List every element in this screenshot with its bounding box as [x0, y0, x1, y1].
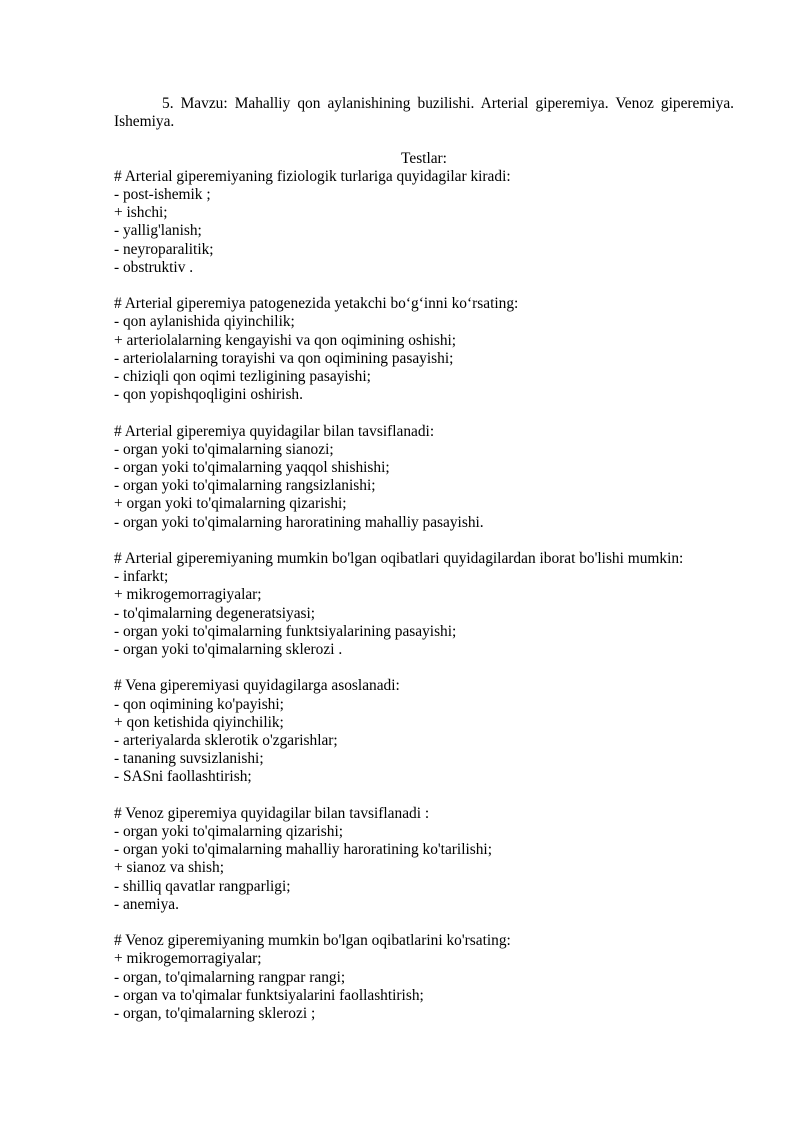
test-question — [114, 423, 734, 532]
document-content — [114, 95, 734, 1023]
section-title: Testlar: — [401, 149, 447, 167]
answer-option: - organ yoki to'qimalarning haroratining mahalliy pasayishi. — [114, 513, 484, 531]
test-question — [114, 295, 734, 404]
test-question — [114, 932, 734, 1023]
answer-option: - organ yoki to'qimalarning mahalliy haroratining ko'tarilishi; — [114, 841, 492, 859]
answer-option: - organ yoki to'qimalarning funktsiyalarining pasayishi; — [114, 622, 457, 640]
test-question — [114, 550, 734, 659]
answer-option-correct: + organ yoki to'qimalarning qizarishi; — [114, 495, 347, 513]
document-heading: 5. Mavzu: Mahalliy qon aylanishining buzilishi. Arterial giperemiya. Venoz giperemiya. Ishemiya. — [114, 95, 734, 131]
answer-option: - organ yoki to'qimalarning yaqqol shishishi; — [114, 459, 390, 477]
test-question — [114, 677, 734, 786]
question-text: # Arterial giperemiya patogenezida yetakchi bo‘g‘inni ko‘rsating: — [114, 295, 519, 313]
answer-option: - organ yoki to'qimalarning sklerozi . — [114, 641, 343, 659]
answer-option-correct: + arteriolalarning kengayishi va qon oqimining oshishi; — [114, 331, 457, 349]
answer-option: - organ, to'qimalarning rangpar rangi; — [114, 968, 346, 986]
answer-option: - chiziqli qon oqimi tezligining pasayishi; — [114, 368, 371, 386]
answer-option: - obstruktiv . — [114, 258, 194, 276]
question-text: # Arterial giperemiyaning mumkin bo'lgan oqibatlari quyidagilardan iborat bo'lishi mumkin: — [114, 550, 684, 568]
answer-option-correct: + qon ketishida qiyinchilik; — [114, 713, 284, 731]
question-text: # Venoz giperemiyaning mumkin bo'lgan oqibatlarini ko'rsating: — [114, 932, 511, 950]
answer-option: - anemiya. — [114, 895, 179, 913]
answer-option: - infarkt; — [114, 568, 169, 586]
answer-option: - organ va to'qimalar funktsiyalarini faollashtirish; — [114, 986, 424, 1004]
answer-option-correct: + mikrogemorragiyalar; — [114, 950, 262, 968]
question-text: # Arterial giperemiya quyidagilar bilan tavsiflanadi: — [114, 422, 435, 440]
answer-option: - SASni faollashtirish; — [114, 768, 252, 786]
answer-option: - post-ishemik ; — [114, 186, 211, 203]
answer-option: - arteriolalarning torayishi va qon oqimining pasayishi; — [114, 349, 454, 367]
answer-option-correct: + mikrogemorragiyalar; — [114, 586, 262, 604]
question-text: # Vena giperemiyasi quyidagilarga asoslanadi: — [114, 677, 400, 695]
question-text: # Venoz giperemiya quyidagilar bilan tavsiflanadi : — [114, 804, 430, 822]
answer-option: - arteriyalarda sklerotik o'zgarishlar; — [114, 732, 338, 750]
answer-option: - organ yoki to'qimalarning rangsizlanishi; — [114, 477, 376, 495]
answer-option: - organ, to'qimalarning sklerozi ; — [114, 1005, 316, 1023]
answer-option: - neyroparalitik; — [114, 240, 214, 258]
answer-option: - qon yopishqoqligini oshirish. — [114, 386, 303, 404]
answer-option: - yallig'lanish; — [114, 222, 202, 240]
answer-option: - shilliq qavatlar rangparligi; — [114, 877, 291, 895]
answer-option-correct: + sianoz va shish; — [114, 859, 224, 877]
answer-option: - to'qimalarning degeneratsiyasi; — [114, 604, 316, 622]
answer-option: - organ yoki to'qimalarning sianozi; — [114, 440, 334, 458]
question-text: # Arterial giperemiyaning fiziologik turlariga quyidagilar kiradi: — [114, 167, 511, 185]
test-question — [114, 805, 734, 914]
answer-option: - organ yoki to'qimalarning qizarishi; — [114, 823, 344, 841]
test-question — [114, 168, 734, 277]
answer-option: - qon aylanishida qiyinchilik; — [114, 313, 295, 331]
answer-option-correct: + ishchi; — [114, 204, 168, 222]
answer-option: - tananing suvsizlanishi; — [114, 750, 264, 768]
answer-option: - qon oqimining ko'payishi; — [114, 695, 284, 713]
